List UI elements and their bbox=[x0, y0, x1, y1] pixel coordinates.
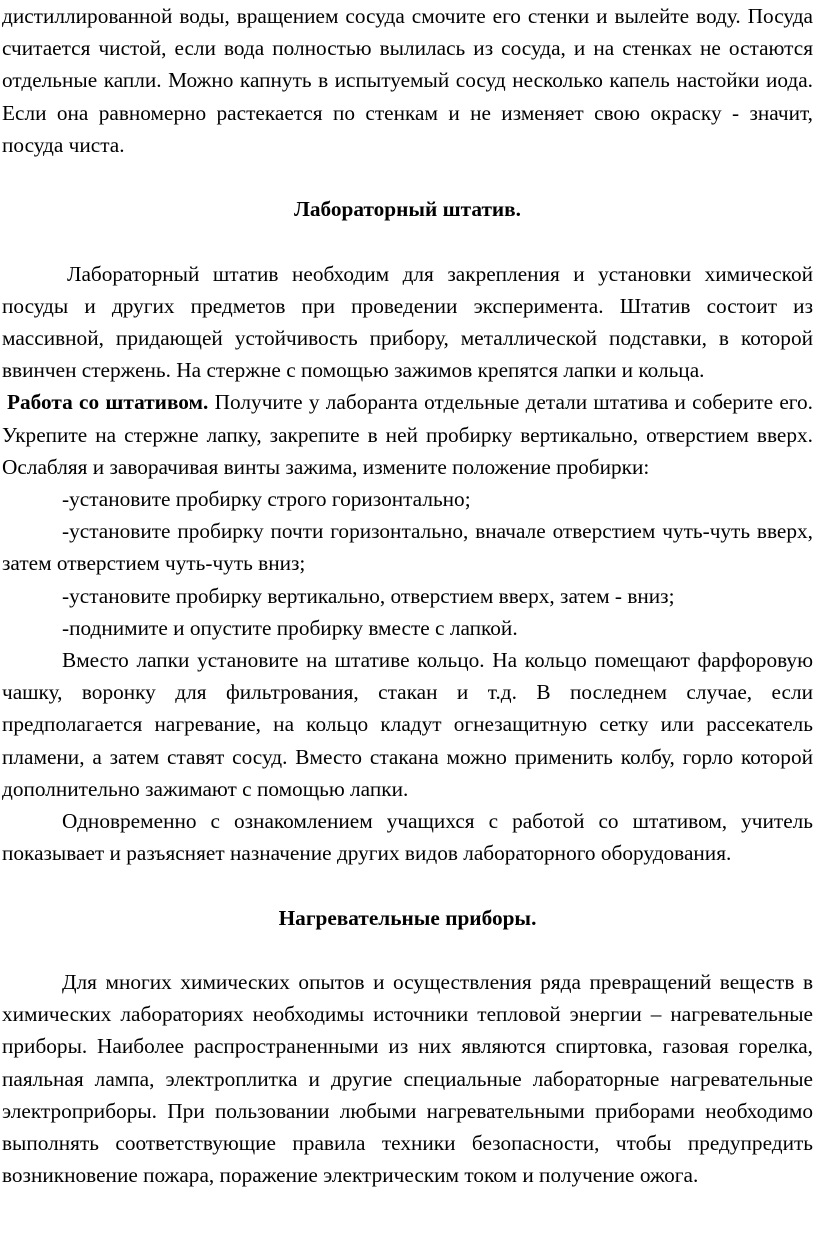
work-text: Получите у лаборанта отдельные детали штатива и соберите его. Укрепите на стержне лапку, закрепите в ней пробирку вертикально, отверстием вверх. Ослабляя и заворачивая винты зажима, измените положение пробирки: bbox=[2, 390, 813, 479]
paragraph-teacher: Одновременно с ознакомлением учащихся с работой со штативом, учитель показывает и разъясняет назначение других видов лабораторного оборудования. bbox=[2, 809, 813, 866]
spacer bbox=[2, 161, 813, 193]
spacer bbox=[2, 869, 813, 901]
paragraph-ring: Вместо лапки установите на штативе кольцо. На кольцо помещают фарфоровую чашку, воронку для фильтрования, стакан и т.д. В последнем случае, если предполагается нагревание, на кольцо кладут огнезащитную сетку или рассекатель пламени, а затем ставят сосуд. Вместо стакана можно применить колбу, горло которой дополнительно зажимают с помощью лапки. bbox=[2, 648, 813, 801]
paragraph-work-with-stand bbox=[2, 386, 813, 483]
paragraph-heating-devices: Для многих химических опытов и осуществления ряда превращений веществ в химических лабораториях необходимы источники тепловой энергии – нагревательные приборы. Наиболее распространенными из них являются спиртовка, газовая горелка, паяльная лампа, электроплитка и другие специальные лабораторные нагревательные электроприборы. При пользовании любыми нагревательными приборами необходимо выполнять соответствующие правила техники безопасности, чтобы предупредить возникновение пожара, поражение электрическим током и получение ожога. bbox=[2, 970, 813, 1188]
paragraph-stand-description: Лабораторный штатив необходим для закрепления и установки химической посуды и других предметов при проведении эксперимента. Штатив состоит из массивной, придающей устойчивость прибору, металлической подставки, в которой ввинчен стержень. На стержне с помощью зажимов крепятся лапки и кольца. bbox=[2, 261, 813, 383]
work-label: Работа со штативом. bbox=[7, 390, 209, 415]
spacer bbox=[2, 225, 813, 257]
heading-lab-stand: Лабораторный штатив. bbox=[294, 197, 521, 222]
spacer bbox=[2, 934, 813, 966]
list-item-2: -установите пробирку почти горизонтально, вначале отверстием чуть-чуть вверх, затем отверстием чуть-чуть вниз; bbox=[2, 519, 813, 576]
heading-heating-devices: Нагревательные приборы. bbox=[278, 905, 537, 930]
list-item-3: -установите пробирку вертикально, отверстием вверх, затем - вниз; bbox=[62, 583, 675, 608]
paragraph-intro: дистиллированной воды, вращением сосуда смочите его стенки и вылейте воду. Посуда считается чистой, если вода полностью вылилась из сосуда, и на стенках не остаются отдельные капли. Можно капнуть в испытуемый сосуд несколько капель настойки иода. Если она равномерно растекается по стенкам и не изменяет свою окраску - значит, посуда чиста. bbox=[2, 4, 813, 157]
list-item-4: -поднимите и опустите пробирку вместе с лапкой. bbox=[62, 615, 518, 640]
list-item-1: -установите пробирку строго горизонтально; bbox=[62, 487, 471, 512]
